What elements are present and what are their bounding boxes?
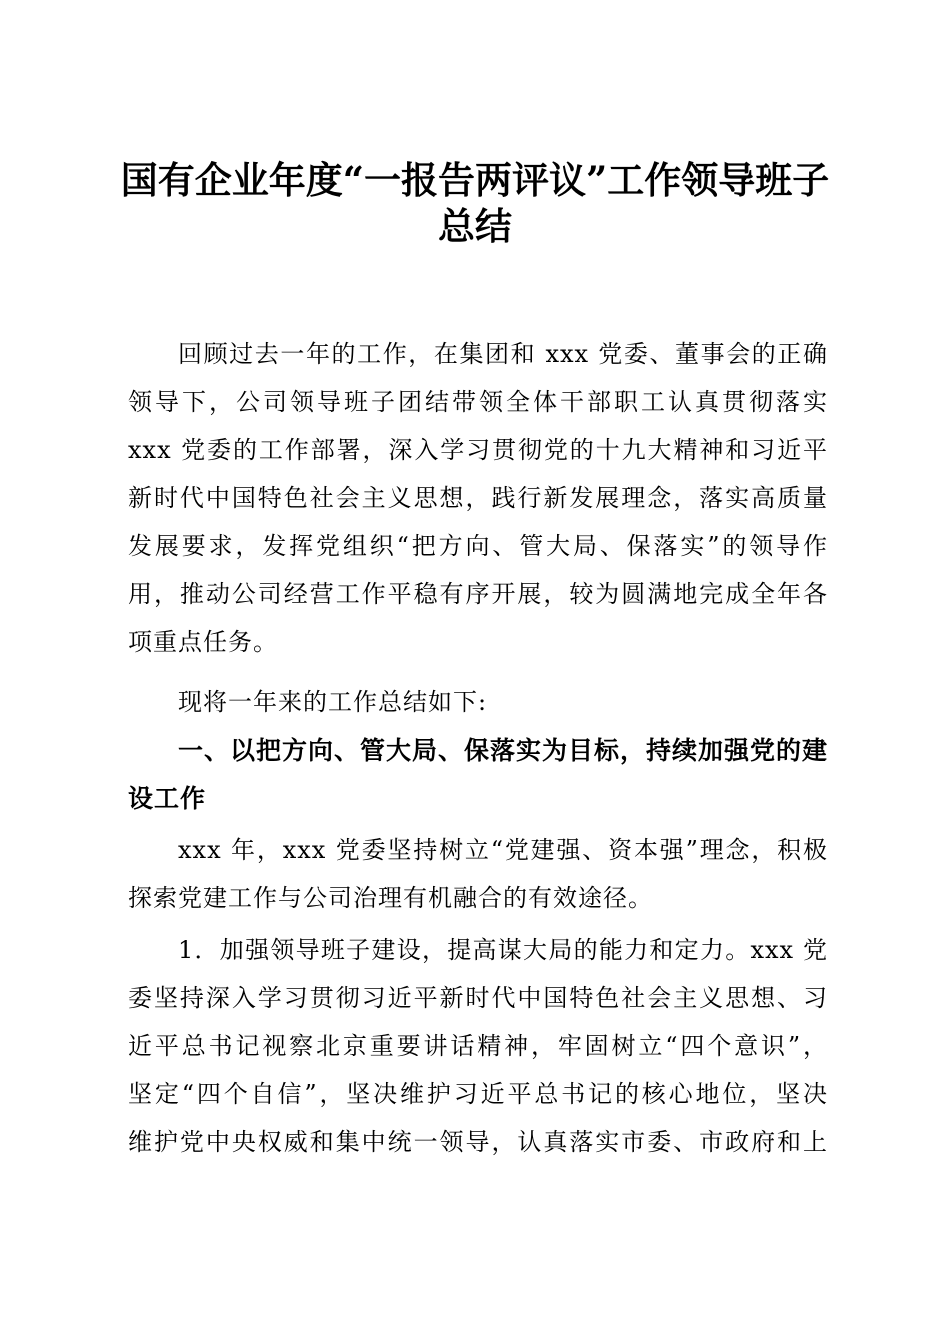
- paragraph-1-line-3: xxx 党委的工作部署，深入学习贯彻党的十九大精神和习近平: [128, 436, 828, 464]
- paragraph-4-line-1: 1．加强领导班子建设，提高谋大局的能力和定力。xxx 党: [178, 936, 828, 964]
- paragraph-4-line-3: 近平总书记视察北京重要讲话精神，牢固树立“四个意识”，: [128, 1032, 828, 1060]
- paragraph-1-line-7: 项重点任务。: [128, 628, 278, 656]
- paragraph-1-line-5: 发展要求，发挥党组织“把方向、管大局、保落实”的领导作: [128, 532, 828, 560]
- paragraph-1-line-6: 用，推动公司经营工作平稳有序开展，较为圆满地完成全年各: [128, 580, 828, 608]
- section-heading-1-line-2: 设工作: [128, 784, 207, 813]
- paragraph-2: 现将一年来的工作总结如下:: [178, 688, 488, 716]
- paragraph-1-line-4: 新时代中国特色社会主义思想，践行新发展理念，落实高质量: [128, 484, 828, 512]
- paragraph-4-line-5: 维护党中央权威和集中统一领导，认真落实市委、市政府和上: [128, 1128, 828, 1156]
- paragraph-1-line-1: 回顾过去一年的工作，在集团和 xxx 党委、董事会的正确: [178, 340, 828, 368]
- paragraph-3-line-1: xxx 年，xxx 党委坚持树立“党建强、资本强”理念，积极: [178, 836, 828, 864]
- paragraph-1-line-2: 领导下，公司领导班子团结带领全体干部职工认真贯彻落实: [128, 388, 828, 416]
- document-title-line-1: 国有企业年度“一报告两评议”工作领导班子: [120, 158, 830, 202]
- paragraph-4-line-2: 委坚持深入学习贯彻习近平新时代中国特色社会主义思想、习: [128, 984, 828, 1012]
- paragraph-4-line-4: 坚定“四个自信”，坚决维护习近平总书记的核心地位，坚决: [128, 1080, 828, 1108]
- document-title-line-2: 总结: [438, 204, 512, 248]
- paragraph-3-line-2: 探索党建工作与公司治理有机融合的有效途径。: [128, 884, 653, 912]
- section-heading-1-line-1: 一、以把方向、管大局、保落实为目标，持续加强党的建: [178, 736, 829, 765]
